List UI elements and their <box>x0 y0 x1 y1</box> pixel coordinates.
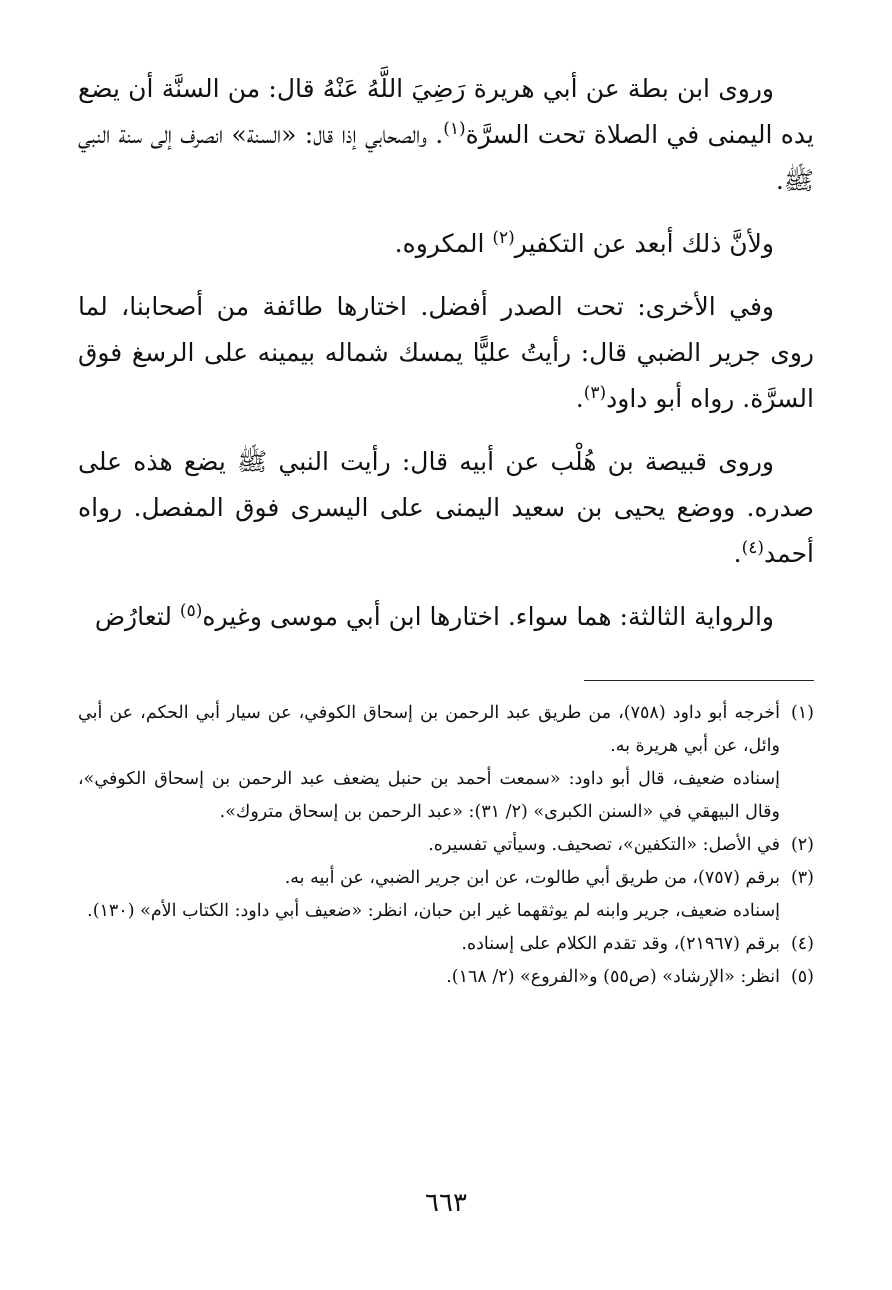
footnote-reference[interactable]: (٥) <box>179 601 203 621</box>
footnote-number: (٤) <box>790 934 814 954</box>
footnote-extra-text: إسناده ضعيف، قال أبو داود: «سمعت أحمد بن حنبل يضعف عبد الرحمن بن إسحاق الكوفي»، وقال البيهقي في «السنن الكبرى» (٢/ ٣١): «عبد الرحمن بن إسحاق متروك». <box>78 769 780 822</box>
paragraph: وفي الأخرى: تحت الصدر أفضل. اختارها طائفة من أصحابنا، لما روى جرير الضبي قال: رأيتُ عليًّا يمسك شماله بيمينه على الرسغ فوق السرَّة. رواه أبو داود$^{(٣)}$. <box>78 292 814 413</box>
page-number: ٦٦٣ <box>425 1188 467 1218</box>
footnote-reference[interactable]: (٤) <box>741 538 765 558</box>
footnote <box>78 697 814 829</box>
paragraph: وروى ابن بطة عن أبي هريرة رَضِيَ اللَّهُ عَنْهُ قال: من السنَّة أن يضع يده اليمنى في الصلاة تحت السرَّة$^{(١)}$. والصحابي إذا قال: «السنة» انصرف إلى سنة النبي ﷺ. <box>78 74 814 195</box>
footnote-text: أخرجه أبو داود (٧٥٨)، من طريق عبد الرحمن بن إسحاق الكوفي، عن سيار أبي الحكم، عن أبي وائل، عن أبي هريرة به. <box>78 703 780 756</box>
footnote-text: برقم (٢١٩٦٧)، وقد تقدم الكلام على إسناده. <box>461 934 780 954</box>
footnote-text: في الأصل: «التكفين»، تصحيف. وسيأتي تفسيره. <box>428 835 780 855</box>
footnote-divider <box>584 680 814 681</box>
footnote-reference[interactable]: (٢) <box>492 228 515 248</box>
paragraph: ولأنَّ ذلك أبعد عن التكفير$^{(٢)}$ المكروه. <box>394 228 774 258</box>
footnote-reference[interactable]: (٣) <box>583 383 607 403</box>
footnote-text: برقم (٧٥٧)، من طريق أبي طالوت، عن ابن جرير الضبي، عن أبيه به. <box>284 868 780 888</box>
footnote <box>78 928 814 961</box>
footnote-number: (١) <box>790 703 814 723</box>
footnote-number: (٥) <box>790 967 814 987</box>
footnote <box>78 961 814 994</box>
footnotes-section <box>78 697 814 994</box>
footnote-number: (٢) <box>790 835 814 855</box>
footnote <box>78 829 814 862</box>
footnote-extra-text: إسناده ضعيف، جرير وابنه لم يوثقهما غير ابن حبان، انظر: «ضعيف أبي داود: الكتاب الأم» (١٣٠). <box>87 901 780 921</box>
footnote-number: (٣) <box>790 868 814 888</box>
footnote-text: انظر: «الإرشاد» (ص٥٥) و«الفروع» (٢/ ١٦٨). <box>446 967 780 987</box>
paragraph: والرواية الثالثة: هما سواء. اختارها ابن أبي موسى وغيره$^{(٥)}$ لتعارُض <box>94 601 774 631</box>
main-text <box>78 66 814 640</box>
paragraph: وروى قبيصة بن هُلْب عن أبيه قال: رأيت النبي ﷺ يضع هذه على صدره. ووضع يحيى بن سعيد اليمنى على اليسرى فوق المفصل. رواه أحمد$^{(٤)}$. <box>78 447 814 568</box>
footnote <box>78 862 814 928</box>
footnote-reference[interactable]: (١) <box>443 119 466 139</box>
